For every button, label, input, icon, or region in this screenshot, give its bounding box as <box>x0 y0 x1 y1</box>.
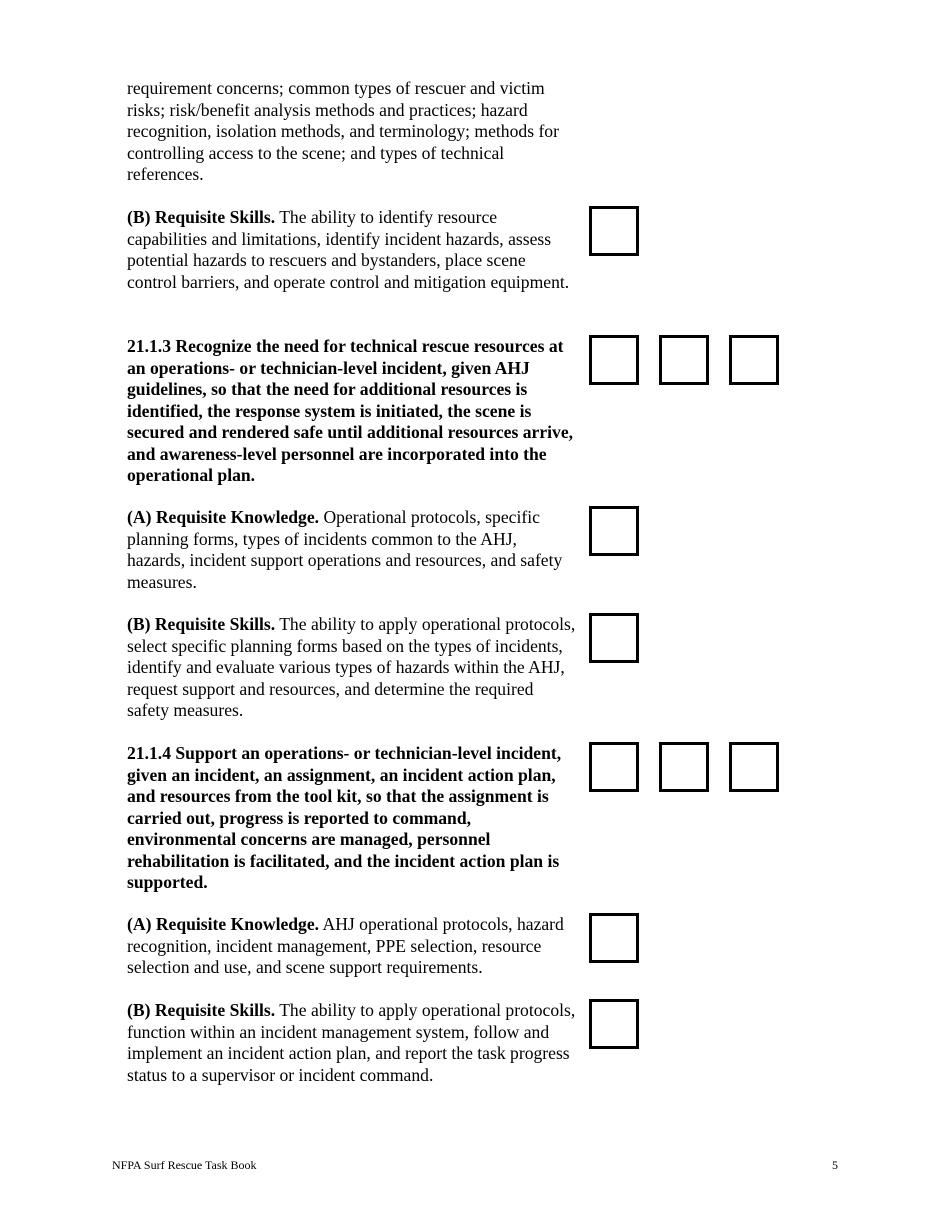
paragraph-requisite-skills-21-1-2: (B) Requisite Skills. The ability to identify resource capabilities and limitations, identify incident hazards, assess potential hazards to rescuers and bystanders, place scene control barriers, and operate control and mitigation equipment. <box>127 207 570 292</box>
signoff-checkbox[interactable] <box>589 742 639 792</box>
label-requisite-skills: (B) Requisite Skills. <box>127 614 276 634</box>
signoff-checkbox[interactable] <box>589 206 639 256</box>
paragraph-requisite-skills-21-1-4: (B) Requisite Skills. The ability to apply operational protocols, function within an incident management system, follow and implement an incident action plan, and report the task progress status to a supervisor or incident command. <box>127 1000 576 1085</box>
section-21-1-4-heading: 21.1.4 Support an operations- or technician-level incident, given an incident, an assignment, an incident action plan, and resources from the tool kit, so that the assignment is carried out, progress is reported to command, environmental concerns are managed, personnel rehabilitation is facilitated, and the incident action plan is supported. <box>127 743 562 892</box>
label-requisite-knowledge: (A) Requisite Knowledge. <box>127 914 320 934</box>
label-requisite-skills: (B) Requisite Skills. <box>127 207 276 227</box>
section-21-1-3-heading: 21.1.3 Recognize the need for technical rescue resources at an operations- or technician-level incident, given AHJ guidelines, so that the need for additional resources is identified, the response system is initiated, the scene is secured and rendered safe until additional resources arrive, and awareness-level personnel are incorporated into the operational plan. <box>127 336 574 485</box>
signoff-checkbox[interactable] <box>729 742 779 792</box>
page-number: 5 <box>832 1158 838 1172</box>
footer-title: NFPA Surf Rescue Task Book <box>112 1158 257 1172</box>
signoff-checkbox[interactable] <box>589 335 639 385</box>
paragraph-requisite-knowledge-21-1-3: (A) Requisite Knowledge. Operational protocols, specific planning forms, types of incidents common to the AHJ, hazards, incident support operations and resources, and safety measures. <box>127 507 563 592</box>
signoff-checkbox[interactable] <box>589 506 639 556</box>
paragraph-knowledge-continued: requirement concerns; common types of rescuer and victim risks; risk/benefit analysis methods and practices; hazard recognition, isolation methods, and terminology; methods for controlling access to the scene; and types of technical references. <box>127 78 559 184</box>
signoff-checkbox[interactable] <box>589 999 639 1049</box>
label-requisite-skills: (B) Requisite Skills. <box>127 1000 276 1020</box>
signoff-checkbox[interactable] <box>659 335 709 385</box>
signoff-checkbox[interactable] <box>589 613 639 663</box>
signoff-checkbox[interactable] <box>659 742 709 792</box>
paragraph-requisite-knowledge-21-1-4: (A) Requisite Knowledge. AHJ operational protocols, hazard recognition, incident management, PPE selection, resource selection and use, and scene support requirements. <box>127 914 564 977</box>
label-requisite-knowledge: (A) Requisite Knowledge. <box>127 507 320 527</box>
signoff-checkbox[interactable] <box>589 913 639 963</box>
signoff-checkbox[interactable] <box>729 335 779 385</box>
paragraph-requisite-skills-21-1-3: (B) Requisite Skills. The ability to apply operational protocols, select specific planning forms based on the types of incidents, identify and evaluate various types of hazards within the AHJ, request support and resources, and determine the required safety measures. <box>127 614 576 720</box>
